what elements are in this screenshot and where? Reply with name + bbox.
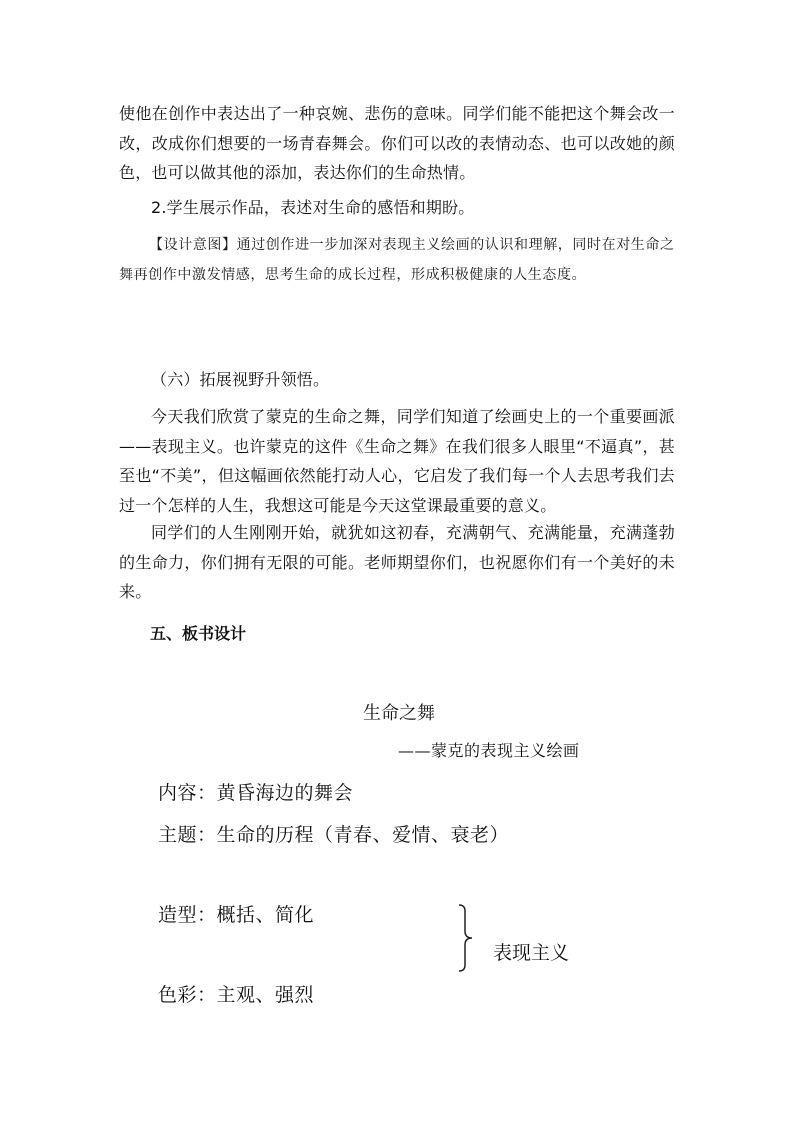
board-subtitle: ——蒙克的表现主义绘画 — [398, 741, 580, 760]
subsection-heading-expand-vision: （六）拓展视野升领悟。 — [151, 370, 330, 389]
section-heading-board-design: 五、板书设计 — [150, 624, 247, 643]
design-intent-note: 【设计意图】通过创作进一步加深对表现主义绘画的认识和理解，同时在对生命之舞再创作中激发情感，思考生命的成长过程，形成积极健康的人生态度。 — [119, 237, 675, 283]
board-color-line: 色彩：主观、强烈 — [158, 984, 315, 1006]
board-content-line: 内容：黄昏海边的舞会 — [158, 782, 354, 804]
board-style-label: 表现主义 — [493, 942, 570, 964]
board-form-line: 造型：概括、简化 — [158, 904, 315, 926]
paragraph-closing: 同学们的人生刚刚开始，就犹如这初春，充满朝气、充满能量，充满蓬勃的生命力，你们拥有无限的可能。老师期望你们，也祝愿你们有一个美好的未来。 — [119, 523, 675, 601]
paragraph-student-showcase: 2.学生展示作品，表述对生命的感悟和期盼。 — [151, 198, 475, 217]
paragraph-continuation: 使他在创作中表达出了一种哀婉、悲伤的意味。同学们能不能把这个舞会改一改，改成你们想要的一场青春舞会。你们可以改的表情动态、也可以改她的颜色，也可以做其他的添加，表达你们的生命热情。 — [119, 104, 675, 182]
board-theme-line: 主题：生命的历程（青春、爱情、衰老） — [158, 824, 510, 846]
right-brace-icon — [455, 903, 485, 973]
paragraph-summary: 今天我们欣赏了蒙克的生命之舞，同学们知道了绘画史上的一个重要画派——表现主义。也许蒙克的这件《生命之舞》在我们很多人眼里“不逼真”，甚至也“不美”，但这幅画依然能打动人心，它启发了我们每一个人去思考我们去过一个怎样的人生，我想这可能是今天这堂课最重要的意义。 — [119, 407, 675, 515]
board-title: 生命之舞 — [363, 703, 435, 724]
